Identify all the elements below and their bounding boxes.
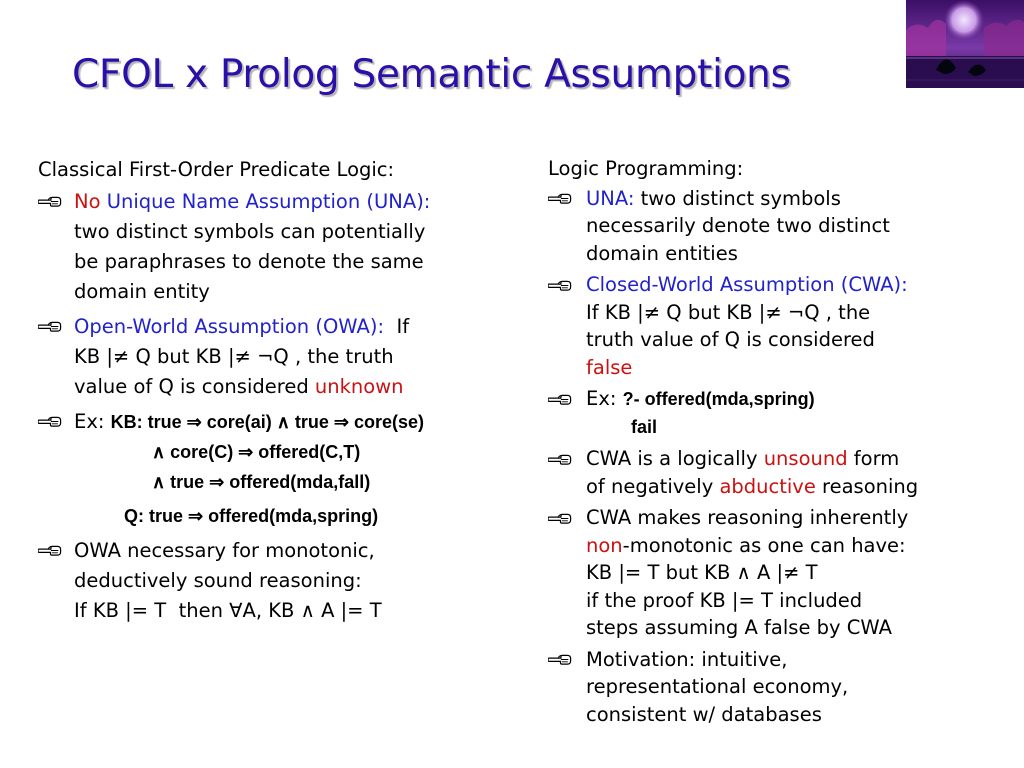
right-bullet-unsound xyxy=(548,445,1008,500)
prolog-query: ?- offered(mda,spring) xyxy=(622,389,815,409)
una-line-4: domain entity xyxy=(74,280,210,303)
non-keyword: non xyxy=(586,533,623,557)
una-label: Unique Name Assumption (UNA): xyxy=(100,190,431,213)
una-keyword: UNA: xyxy=(586,186,635,210)
mono-line-1: OWA necessary for monotonic, xyxy=(74,539,375,562)
right-bullet-nonmonotonic xyxy=(548,504,1008,642)
owa-label: Open-World Assumption (OWA): xyxy=(74,315,385,338)
no-keyword: No xyxy=(74,190,101,213)
abductive-keyword: abductive xyxy=(719,474,816,498)
pointing-hand-icon xyxy=(548,185,572,213)
prolog-fail: fail xyxy=(631,416,658,437)
right-bullet-cwa xyxy=(548,271,1008,381)
mono-line-3: If KB |= T then ∀A, KB ∧ A |= T xyxy=(74,599,382,622)
nonmono-line-5: steps assuming A false by CWA xyxy=(586,616,892,639)
kb-line-1: KB: true ⇒ core(ai) ∧ true ⇒ core(se) xyxy=(110,412,425,432)
motivation-line-2: representational economy, xyxy=(586,675,849,698)
left-bullet-monotonic xyxy=(38,536,513,626)
pointing-hand-icon xyxy=(38,536,62,564)
r-ex-label: Ex: xyxy=(586,387,623,410)
pointing-hand-icon xyxy=(38,407,62,435)
kb-line-3: ∧ true ⇒ offered(mda,fall) xyxy=(152,472,371,492)
abductive-pre: of negatively xyxy=(586,474,720,498)
nonmono-line-2-tail: -monotonic as one can have: xyxy=(622,533,906,557)
pointing-hand-icon xyxy=(548,271,572,299)
right-bullet-example xyxy=(548,385,1008,441)
night-landscape-photo xyxy=(906,0,1024,88)
nonmono-line-1: CWA makes reasoning inherently xyxy=(586,506,909,529)
owa-line-2: KB |≠ Q but KB |≠ ¬Q , the truth xyxy=(74,345,394,368)
mono-line-2: deductively sound reasoning: xyxy=(74,569,362,592)
pointing-hand-icon xyxy=(548,385,572,413)
left-bullet-una xyxy=(38,187,513,307)
left-bullet-owa xyxy=(38,312,513,402)
pointing-hand-icon xyxy=(548,445,572,473)
cwa-line-2: If KB |≠ Q but KB |≠ ¬Q , the xyxy=(586,300,871,324)
cwa-label: Closed-World Assumption (CWA): xyxy=(586,273,908,296)
pointing-hand-icon xyxy=(38,187,62,215)
motivation-line-1: Motivation: intuitive, xyxy=(586,647,788,671)
pointing-hand-icon xyxy=(548,504,572,532)
unsound-keyword: unsound xyxy=(763,447,848,470)
nonmono-line-3: KB |= T but KB ∧ A |≠ T xyxy=(586,561,818,584)
query-line: Q: true ⇒ offered(mda,spring) xyxy=(124,506,379,526)
kb-line-2: ∧ core(C) ⇒ offered(C,T) xyxy=(152,442,361,462)
pointing-hand-icon xyxy=(548,646,572,674)
false-keyword: false xyxy=(586,355,633,379)
una-line-3: be paraphrases to denote the same xyxy=(74,250,424,273)
left-heading: Classical First-Order Predicate Logic: xyxy=(38,158,395,181)
nonmono-line-4: if the proof KB |= T included xyxy=(586,588,863,612)
right-column-logic-programming xyxy=(548,155,1008,732)
right-bullet-una xyxy=(548,185,1008,268)
una-line-2: two distinct symbols can potentially xyxy=(74,220,426,243)
left-column-cfol xyxy=(38,155,513,631)
right-heading: Logic Programming: xyxy=(548,157,744,180)
r-una-line-1-tail: two distinct symbols xyxy=(634,186,841,210)
right-bullet-motivation xyxy=(548,646,1008,729)
owa-line-3: value of Q is considered xyxy=(74,375,315,398)
abductive-post: reasoning xyxy=(815,474,919,498)
unsound-mid: form xyxy=(847,447,900,470)
slide-title: CFOL x Prolog Semantic Assumptions xyxy=(72,52,791,97)
ex-label: Ex: xyxy=(74,410,111,433)
r-una-line-2: necessarily denote two distinct xyxy=(586,214,890,237)
unsound-pre: CWA is a logically xyxy=(586,447,764,470)
owa-line-1-tail: If xyxy=(384,315,410,338)
cwa-line-3: truth value of Q is considered xyxy=(586,328,875,351)
r-una-line-3: domain entities xyxy=(586,241,738,265)
left-bullet-example xyxy=(38,407,513,531)
pointing-hand-icon xyxy=(38,312,62,340)
motivation-line-3: consistent w/ databases xyxy=(586,702,822,726)
unknown-keyword: unknown xyxy=(314,375,404,398)
